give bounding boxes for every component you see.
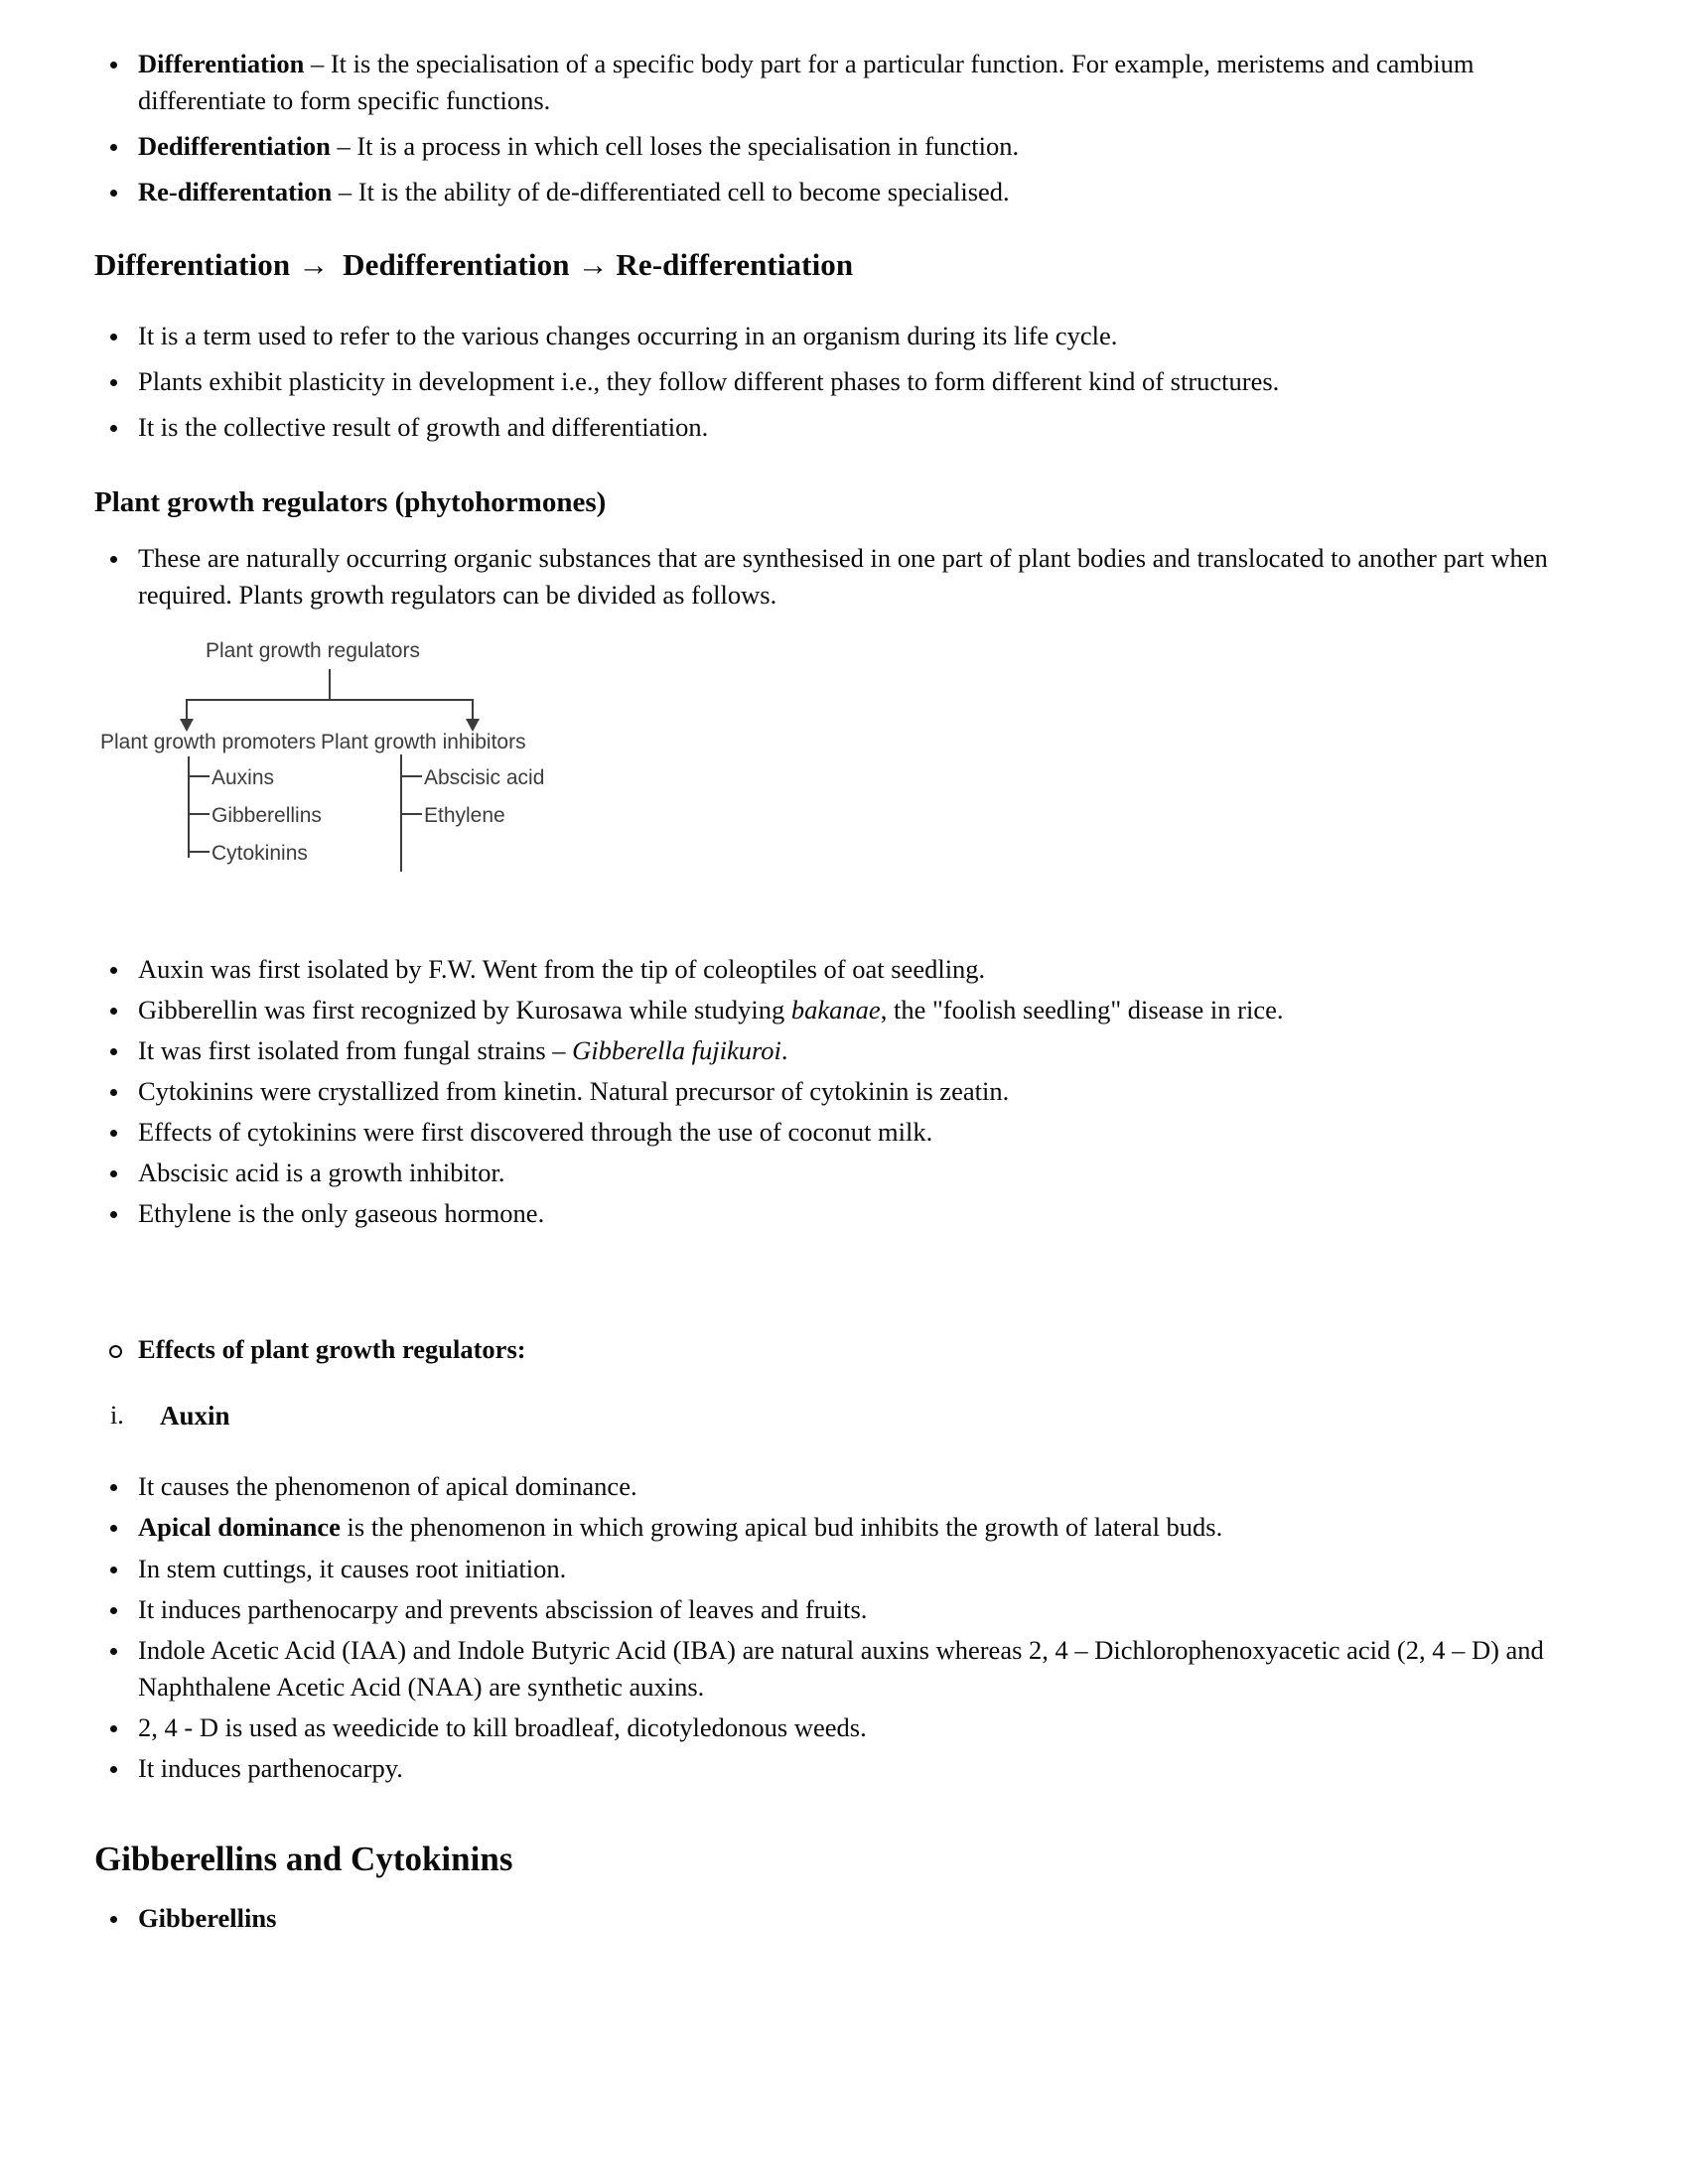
hormone-facts-list — [94, 951, 1604, 1233]
list-item — [94, 1468, 1604, 1505]
list-item — [94, 951, 1604, 988]
diagram-tick — [400, 775, 422, 777]
list-item — [94, 1591, 1604, 1628]
list-item — [94, 992, 1604, 1028]
auxin-text: In stem cuttings, it causes root initiation. — [138, 1553, 567, 1583]
term-definition: It is a process in which cell loses the specialisation in function. — [356, 131, 1020, 162]
auxin-text: is the phenomenon in which growing apical bud inhibits the growth of lateral buds. — [340, 1512, 1223, 1543]
auxin-text: It induces parthenocarpy and prevents abscission of leaves and fruits. — [138, 1593, 868, 1624]
fact-text: Ethylene is the only gaseous hormone. — [138, 1198, 545, 1229]
list-item — [94, 1750, 1604, 1787]
auxin-bold-lead: Apical dominance — [138, 1512, 341, 1543]
term-dedifferentiation: Dedifferentiation — [138, 131, 331, 162]
diagram-leaf-ethylene: Ethylene — [424, 803, 505, 827]
list-item — [94, 128, 1604, 165]
list-item — [94, 409, 1604, 446]
effects-heading-text: Effects of plant growth regulators: — [138, 1334, 526, 1365]
diagram-left-branch-label: Plant growth promoters — [100, 730, 317, 753]
list-item — [94, 1709, 1604, 1746]
auxin-text: It causes the phenomenon of apical dominance. — [138, 1471, 637, 1502]
fact-italic: Gibberella fujikuroi — [572, 1035, 781, 1066]
term-dash: – — [304, 49, 331, 78]
document-content — [94, 46, 1604, 1946]
term-redifferentiation: Re-differentation — [138, 177, 333, 207]
list-item — [94, 1032, 1604, 1069]
diagram-leaf-gibberellins: Gibberellins — [211, 803, 322, 827]
auxin-text: 2, 4 - D is used as weedicide to kill broadleaf, dicotyledonous weeds. — [138, 1711, 867, 1742]
auxin-text: It induces parthenocarpy. — [138, 1753, 403, 1784]
auxin-effects-list — [94, 1468, 1604, 1787]
plant-growth-regulators-tree-diagram — [94, 639, 789, 889]
list-item — [94, 1509, 1604, 1546]
fact-text: Cytokinins were crystallized from kinetin. Natural precursor of cytokinin is zeatin. — [138, 1076, 1010, 1107]
roman-numeral: i. — [110, 1400, 124, 1430]
heading-chain-part2: Dedifferentiation → Re-differentiation — [343, 247, 854, 283]
list-item — [94, 1155, 1604, 1191]
list-item-text: Plants exhibit plasticity in development i.e., they follow different phases to form different kind of structures. — [138, 365, 1280, 396]
list-item — [94, 1331, 1604, 1368]
diagram-stem-line — [329, 669, 331, 701]
list-item-text: It is a term used to refer to the various changes occurring in an organism during its life cycle. — [138, 320, 1118, 350]
development-list — [94, 318, 1604, 446]
list-item — [94, 1195, 1604, 1232]
definitions-list — [94, 46, 1604, 210]
list-item — [94, 46, 1604, 119]
pgr-intro-text: These are naturally occurring organic substances that are synthesised in one part of plant bodies and translocated to another part when required. Plants growth regulators can be divided as follows. — [138, 542, 1548, 610]
diagram-root-label: Plant growth regulators — [206, 638, 420, 662]
fact-text: Gibberellin was first recognized by Kurosawa while studying — [138, 994, 791, 1024]
diagram-leaf-cytokinins: Cytokinins — [211, 841, 308, 865]
heading-differentiation-chain — [94, 246, 1604, 283]
diagram-tick — [188, 813, 210, 815]
list-item-auxin — [94, 1398, 1604, 1435]
fact-text: Abscisic acid is a growth inhibitor. — [138, 1158, 505, 1188]
effects-heading-list — [94, 1331, 1604, 1368]
term-definition: It is the specialisation of a specific body part for a particular function. For example, meristems and cambium differentiate to form specific functions. — [138, 49, 1475, 116]
fact-text: Effects of cytokinins were first discovered through the use of coconut milk. — [138, 1117, 933, 1148]
gibberellins-list — [94, 1900, 1604, 1937]
gibberellins-label: Gibberellins — [138, 1903, 277, 1934]
diagram-tick — [188, 775, 210, 777]
diagram-leaf-auxins: Auxins — [211, 765, 275, 789]
diagram-tick — [400, 813, 422, 815]
diagram-left-drop-line — [186, 699, 188, 721]
diagram-tick — [188, 851, 210, 853]
heading-plant-growth-regulators: Plant growth regulators (phytohormones) — [94, 485, 607, 518]
list-item-text: It is the collective result of growth and differentiation. — [138, 411, 709, 442]
diagram-leaf-abscisic-acid: Abscisic acid — [424, 765, 545, 789]
list-item — [94, 1551, 1604, 1587]
pgr-intro-list — [94, 540, 1604, 614]
term-dash: – — [332, 177, 358, 207]
fact-text: It was first isolated from fungal strains – — [138, 1035, 573, 1066]
list-item — [94, 1073, 1604, 1110]
fact-text-tail: . — [780, 1035, 788, 1066]
heading-gibberellins-cytokinins: Gibberellins and Cytokinins — [94, 1840, 513, 1879]
term-dash: – — [330, 131, 357, 162]
diagram-left-spine-line — [188, 756, 190, 858]
fact-text: Auxin was first isolated by F.W. Went from the tip of coleoptiles of oat seedling. — [138, 953, 986, 984]
fact-italic: bakanae — [790, 994, 881, 1024]
auxin-ordered-list — [94, 1398, 1604, 1435]
list-item — [94, 540, 1604, 614]
fact-text-tail: , the "foolish seedling" disease in rice. — [880, 994, 1284, 1024]
list-item — [94, 318, 1604, 354]
list-item — [94, 1114, 1604, 1151]
auxin-text: Indole Acetic Acid (IAA) and Indole Butyric Acid (IBA) are natural auxins whereas 2, 4 – Dichlorophenoxyacetic acid (2, 4 – D) and Naphthalene Acetic Acid (NAA) are synthetic auxins. — [138, 1634, 1544, 1702]
list-item — [94, 1632, 1604, 1706]
diagram-right-drop-line — [472, 699, 474, 721]
diagram-right-branch-label: Plant growth inhibitors — [321, 730, 526, 753]
list-item — [94, 363, 1604, 400]
term-definition: It is the ability of de-differentiated cell to become specialised. — [357, 177, 1010, 207]
heading-chain-part1: Differentiation → — [94, 247, 330, 283]
auxin-label: Auxin — [160, 1400, 230, 1431]
diagram-horizontal-line — [186, 699, 474, 701]
list-item — [94, 174, 1604, 210]
term-differentiation: Differentiation — [138, 49, 305, 78]
list-item — [94, 1900, 1604, 1937]
